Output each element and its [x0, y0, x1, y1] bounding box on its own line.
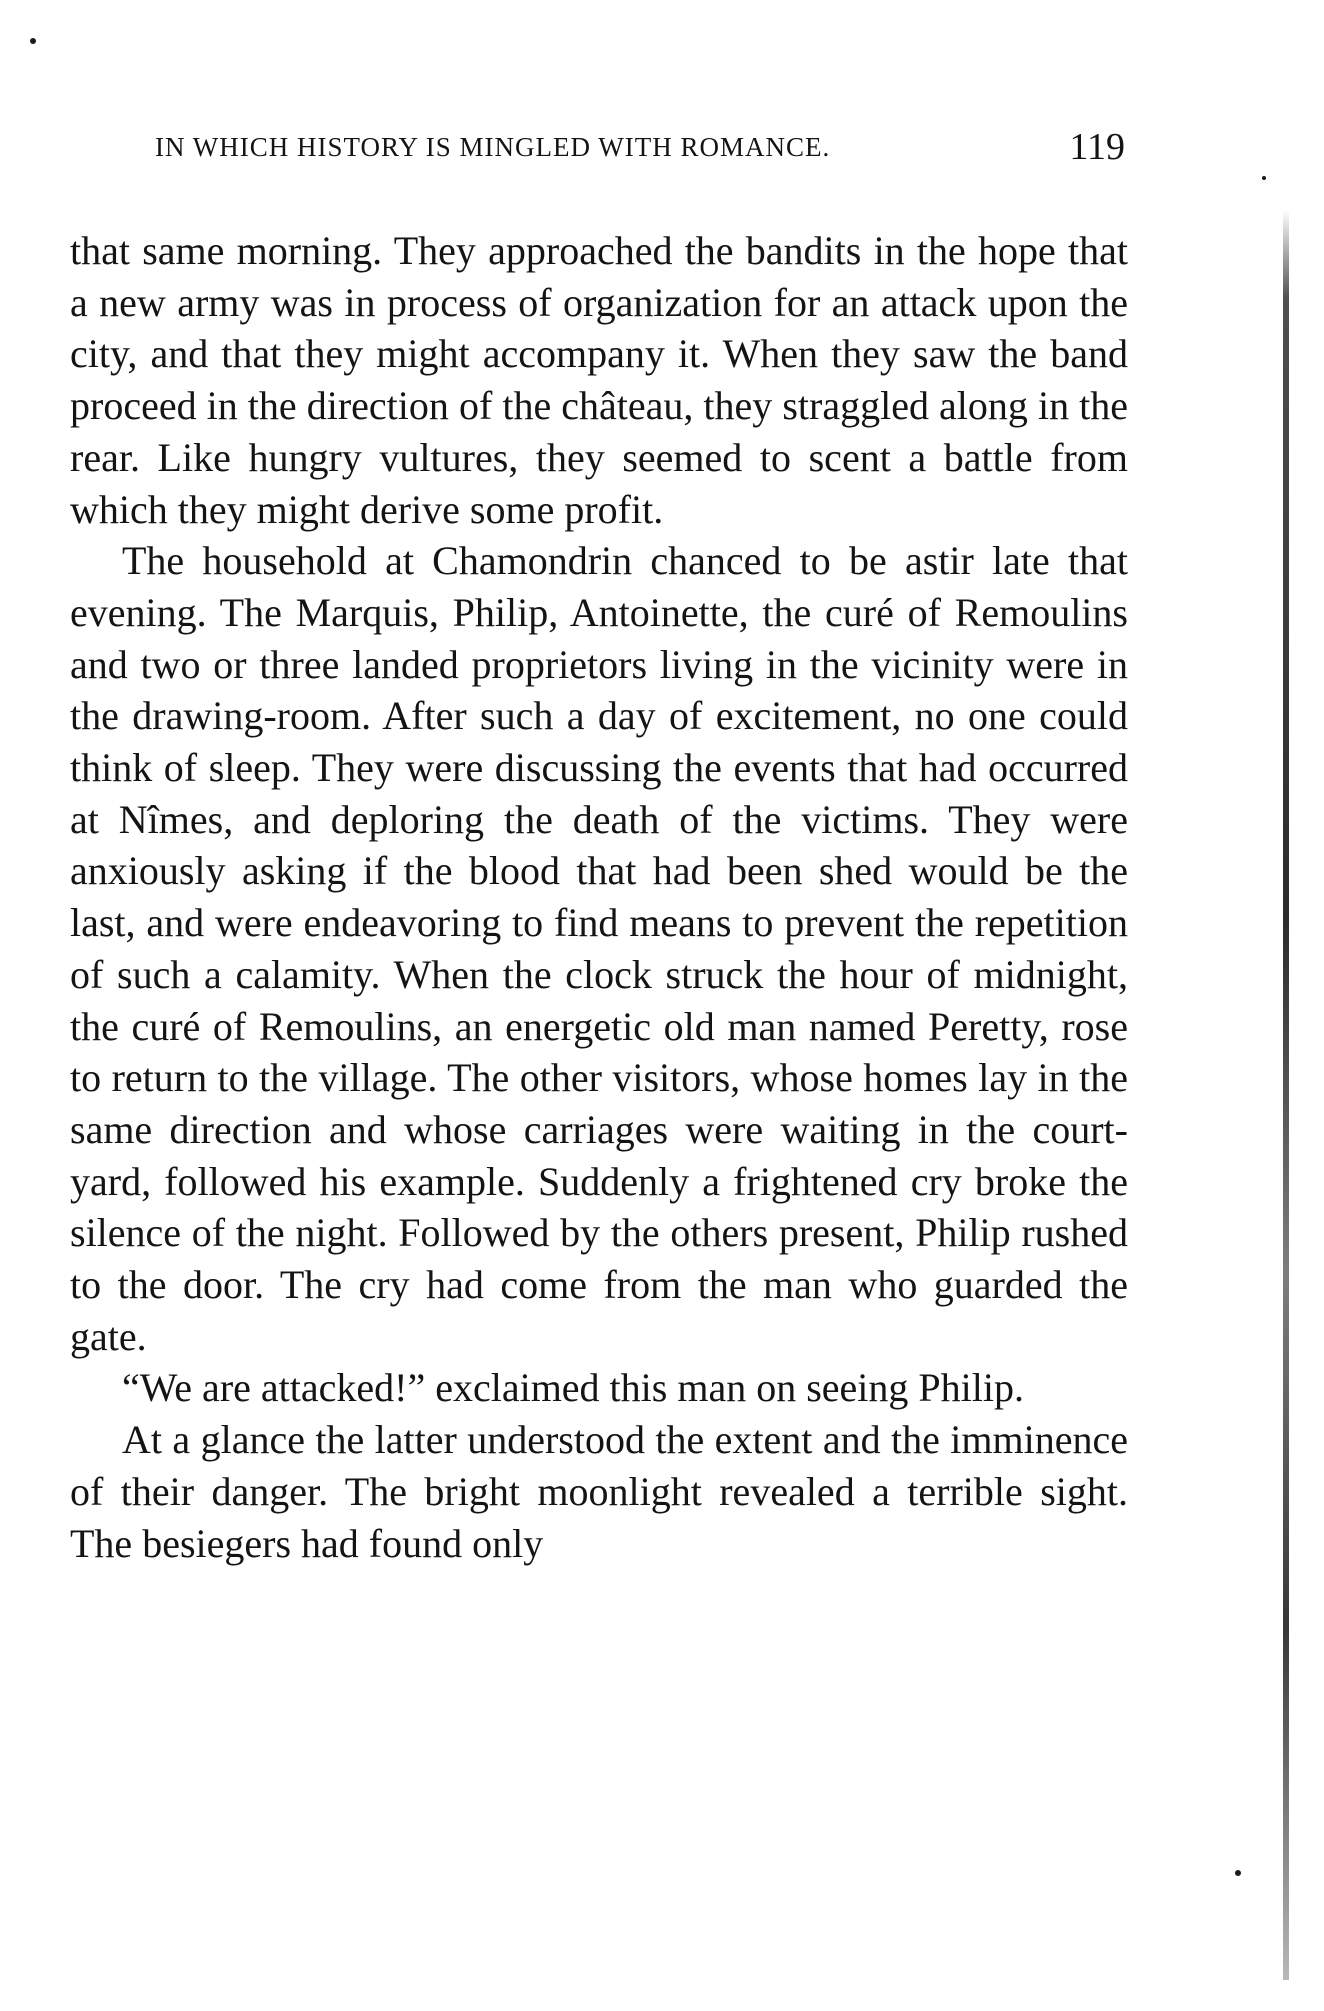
paragraph-2: The household at Chamondrin chanced to be astir late that evening. The Marquis, Philip, Antoinette, the curé of Remoulins and two or three landed proprietors living in the vicinity were in the drawing-room. After such a day of excitement, no one could think of sleep. They were discussing the events that had occurred at Nîmes, and deploring the death of the victims. They were anxiously asking if the blood that had been shed would be the last, and were endeavoring to find means to prevent the repetition of such a calamity. When the clock struck the hour of midnight, the curé of Remoulins, an energetic old man named Peretty, rose to return to the village. The other visitors, whose homes lay in the same direction and whose carriages were waiting in the court-yard, followed his example. Suddenly a frightened cry broke the silence of the night. Followed by the others present, Philip rushed to the door. The cry had come from the man who guarded the gate.	[70, 538, 1128, 1359]
scan-speck	[30, 38, 36, 44]
running-head-title: IN WHICH HISTORY IS MINGLED WITH ROMANCE.	[155, 132, 831, 162]
paragraph-4: At a glance the latter understood the extent and the imminence of their danger. The bright moonlight revealed a terrible sight. The besiegers had found only	[70, 1417, 1128, 1566]
scan-speck	[1262, 176, 1266, 180]
scan-gutter-shadow	[1283, 210, 1289, 1980]
body-text	[70, 225, 1128, 1569]
paragraph-1: that same morning. They approached the bandits in the hope that a new army was in process of organization for an attack upon the city, and that they might accompany it. When they saw the band proceed in the direction of the château, they straggled along in the rear. Like hungry vultures, they seemed to scent a battle from which they might derive some profit.	[70, 228, 1128, 532]
page-number: 119	[1069, 126, 1125, 168]
paragraph-3: “We are attacked!” exclaimed this man on seeing Philip.	[122, 1365, 1024, 1411]
scan-speck	[1235, 1870, 1241, 1876]
running-head	[155, 122, 1125, 172]
